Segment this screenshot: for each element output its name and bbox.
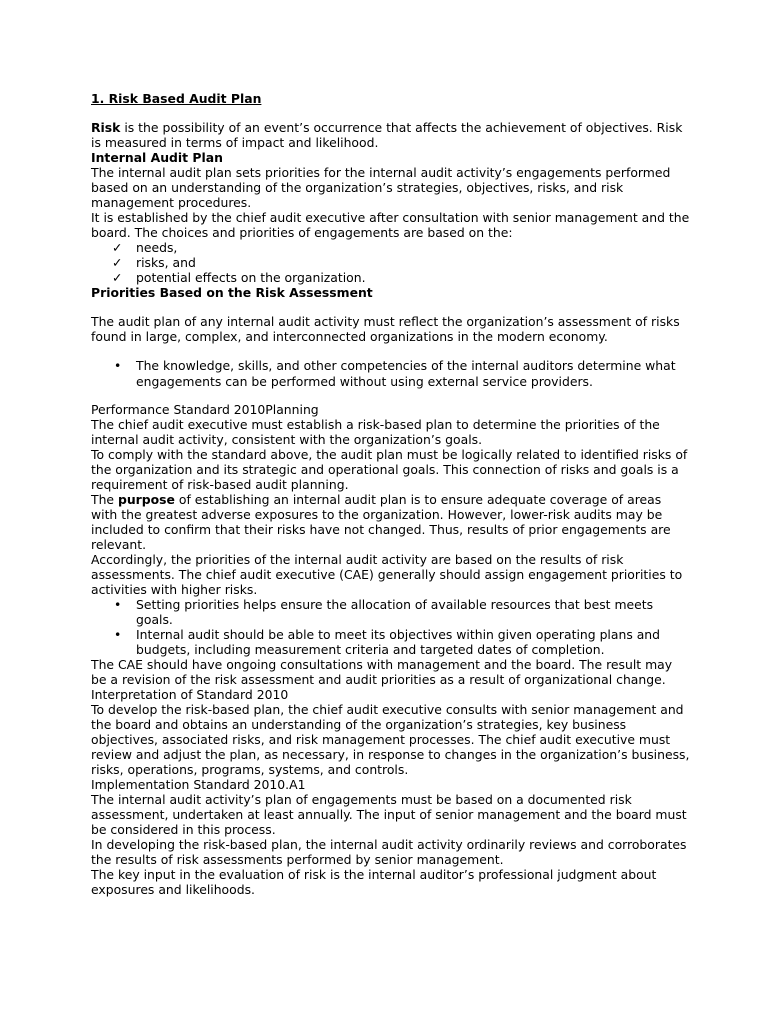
bullet-icon: • xyxy=(114,627,122,642)
bullet-item-text: Internal audit should be able to meet its objectives within given operating plans and budgets, including measurement criteria and targeted dates of completion. xyxy=(136,627,661,657)
risk-definition-text: is the possibility of an event’s occurrence that affects the achievement of objectives. Risk is measured in terms of impact and likelihood. xyxy=(91,120,683,150)
bullet-item-text: Setting priorities helps ensure the allocation of available resources that best meets goals. xyxy=(136,597,654,627)
internal-audit-plan-paragraph-1: The internal audit plan sets priorities for the internal audit activity’s engagements performed based on an understanding of the organization’s strategies, objectives, risks, and risk management procedures. xyxy=(91,165,671,210)
internal-audit-plan-paragraph-2: It is established by the chief audit executive after consultation with senior management and the board. The choices and priorities of engagements are based on the: xyxy=(91,210,690,240)
checkmark-icon: ✓ xyxy=(112,240,123,255)
bullet-icon: • xyxy=(114,597,122,612)
checklist-item xyxy=(91,255,691,270)
bullet-item xyxy=(91,358,691,390)
performance-standard-paragraph-2: To comply with the standard above, the audit plan must be logically related to identified risks of the organization and its strategic and operational goals. This connection of risks and goals is a requirement of risk-based audit planning. xyxy=(91,447,688,492)
implementation-paragraph-2: In developing the risk-based plan, the internal audit activity ordinarily reviews and corroborates the results of risk assessments performed by senior management. xyxy=(91,837,687,867)
implementation-paragraph-1: The internal audit activity’s plan of engagements must be based on a documented risk assessment, undertaken at least annually. The input of senior management and the board must be considered in this process. xyxy=(91,792,687,837)
interpretation-heading: Interpretation of Standard 2010 xyxy=(91,687,289,702)
risk-term: Risk xyxy=(91,120,121,135)
purpose-prefix: The xyxy=(91,492,118,507)
checklist-item-text: potential effects on the organization. xyxy=(136,270,366,285)
competencies-bullet-list xyxy=(91,358,691,390)
bullet-item-text: The knowledge, skills, and other competencies of the internal auditors determine what engagements can be performed without using external service providers. xyxy=(136,358,676,389)
bullet-item xyxy=(91,597,691,627)
risk-definition-paragraph xyxy=(91,120,691,150)
purpose-paragraph xyxy=(91,492,691,552)
checklist-item xyxy=(91,240,691,255)
checklist-item xyxy=(91,270,691,285)
checkmark-icon: ✓ xyxy=(112,255,123,270)
bullet-icon: • xyxy=(114,358,122,373)
document-page xyxy=(91,91,691,897)
cae-consultation-paragraph: The CAE should have ongoing consultations with management and the board. The result may be a revision of the risk assessment and audit priorities as a result of organizational change. xyxy=(91,657,673,687)
engagement-basis-checklist xyxy=(91,240,691,285)
purpose-term: purpose xyxy=(117,492,175,507)
purpose-text: of establishing an internal audit plan is to ensure adequate coverage of areas with the greatest adverse exposures to the organization. However, lower-risk audits may be included to confirm that their risks have not changed. Thus, results of prior engagements are relevant. xyxy=(91,492,671,552)
priorities-paragraph: The audit plan of any internal audit activity must reflect the organization’s assessment of risks found in large, complex, and interconnected organizations in the modern economy. xyxy=(91,314,680,344)
internal-audit-plan-heading: Internal Audit Plan xyxy=(91,150,223,165)
performance-standard-heading: Performance Standard 2010Planning xyxy=(91,402,319,417)
implementation-paragraph-3: The key input in the evaluation of risk is the internal auditor’s professional judgment about exposures and likelihoods. xyxy=(91,867,657,897)
priorities-heading: Priorities Based on the Risk Assessment xyxy=(91,285,373,300)
accordingly-paragraph: Accordingly, the priorities of the internal audit activity are based on the results of risk assessments. The chief audit executive (CAE) generally should assign engagement priorities to activities with higher risks. xyxy=(91,552,683,597)
interpretation-paragraph: To develop the risk-based plan, the chief audit executive consults with senior management and the board and obtains an understanding of the organization’s strategies, key business objectives, associated risks, and risk management processes. The chief audit executive must review and adjust the plan, as necessary, in response to changes in the organization’s business, risks, operations, programs, systems, and controls. xyxy=(91,702,690,777)
checklist-item-text: needs, xyxy=(136,240,178,255)
performance-standard-paragraph-1: The chief audit executive must establish a risk-based plan to determine the priorities of the internal audit activity, consistent with the organization’s goals. xyxy=(91,417,660,447)
implementation-standard-heading: Implementation Standard 2010.A1 xyxy=(91,777,306,792)
document-title: 1. Risk Based Audit Plan xyxy=(91,91,262,106)
bullet-item xyxy=(91,627,691,657)
priorities-bullet-list xyxy=(91,597,691,657)
checkmark-icon: ✓ xyxy=(112,270,123,285)
checklist-item-text: risks, and xyxy=(136,255,196,270)
